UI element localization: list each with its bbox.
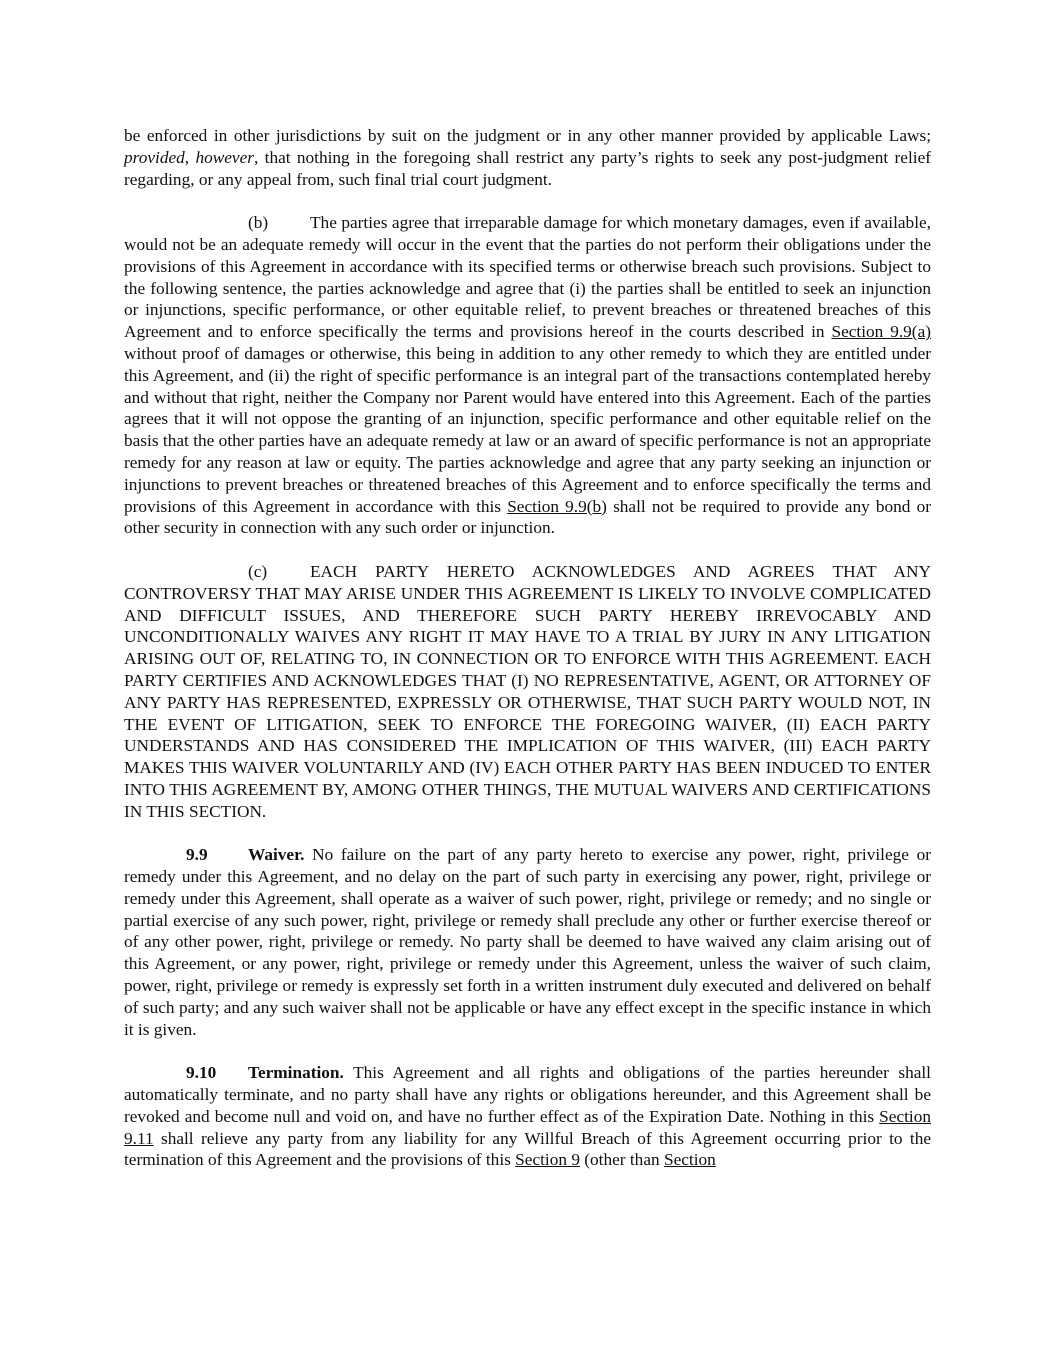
section-heading: Waiver.: [248, 845, 305, 865]
text-run: be enforced in other jurisdictions by suit on the judgment or in any other manner provided by applicable Laws;: [124, 126, 931, 145]
text-run: without proof of damages or otherwise, this being in addition to any other remedy to which they are entitled under this Agreement, and (ii) the right of specific performance is an integral part of the transactions contemplated hereby and without that right, neither the Company nor Parent would have entered into this Agreement. Each of the parties agrees that it will not oppose the granting of an injunction, specific performance and other equitable relief on the basis that the other parties have an adequate remedy at law or an award of specific performance is not an appropriate remedy for any reason at law or equity. The parties acknowledge and agree that any party seeking an injunction or injunctions to prevent breaches or threatened breaches of this Agreement and to enforce specifically the terms and provisions of this Agreement in accordance with this: [124, 343, 931, 516]
text-run: shall not be required to provide any bond or other security in connection with any such order or injunction.: [124, 496, 931, 538]
text-run: EACH PARTY HERETO ACKNOWLEDGES AND AGREES THAT ANY CONTROVERSY THAT MAY ARISE UNDER THIS AGREEMENT IS LIKELY TO INVOLVE COMPLICATED AND DIFFICULT ISSUES, AND THEREFORE SUCH PARTY HEREBY IRREVOCABLY AND UNCONDITIONALLY WAIVES ANY RIGHT IT MAY HAVE TO A TRIAL BY JURY IN ANY LITIGATION ARISING OUT OF, RELATING TO, IN CONNECTION OR TO ENFORCE WITH THIS AGREEMENT. EACH PARTY CERTIFIES AND ACKNOWLEDGES THAT (I) NO REPRESENTATIVE, AGENT, OR ATTORNEY OF ANY PARTY HAS REPRESENTED, EXPRESSLY OR OTHERWISE, THAT SUCH PARTY WOULD NOT, IN THE EVENT OF LITIGATION, SEEK TO ENFORCE THE FOREGOING WAIVER, (II) EACH PARTY UNDERSTANDS AND HAS CONSIDERED THE IMPLICATION OF THIS WAIVER, (III) EACH PARTY MAKES THIS WAIVER VOLUNTARILY AND (IV) EACH OTHER PARTY HAS BEEN INDUCED TO ENTER INTO THIS AGREEMENT BY, AMONG OTHER THINGS, THE MUTUAL WAIVERS AND CERTIFICATIONS IN THIS SECTION.: [124, 561, 931, 821]
section-ref-trailing: Section: [663, 1150, 716, 1170]
document-page: [124, 125, 931, 1193]
text-run: shall relieve any party from any liability for any Willful Breach of this Agreement occurring prior to the termination of this Agreement and the provisions of this: [124, 1128, 931, 1170]
paragraph-c-label: (c): [248, 561, 268, 581]
section-ref-9-11: Section 9.11: [124, 1106, 931, 1148]
italic-however: however: [195, 147, 254, 167]
section-heading: Termination.: [248, 1063, 344, 1083]
text-run: This Agreement and all rights and obligations of the parties hereunder shall automatically terminate, and no party shall have any rights or obligations hereunder, and this Agreement shall be revoked and become null and void on, and have no further effect as of the Expiration Date. Nothing in this: [124, 1063, 931, 1126]
section-9-10-termination: [124, 1062, 931, 1171]
section-number: 9.9: [186, 845, 208, 865]
section-ref-9-9-a: Section 9.9(a): [831, 322, 931, 342]
section-number: 9.10: [186, 1063, 217, 1083]
section-9-9-waiver: [124, 844, 931, 1040]
section-ref-9: Section 9: [515, 1150, 580, 1170]
text-run: ,: [184, 147, 196, 167]
italic-provided: provided: [124, 147, 185, 167]
text-run: No failure on the part of any party hereto to exercise any power, right, privilege or remedy under this Agreement, and no delay on the part of such party in exercising any power, right, privilege or remedy under this Agreement, shall operate as a waiver of such power, right, privilege or remedy; and no single or partial exercise of any such power, right, privilege or remedy shall preclude any other or further exercise thereof or of any other power, right, privilege or remedy. No party shall be deemed to have waived any claim arising out of this Agreement, or any power, right, privilege or remedy under this Agreement, unless the waiver of such claim, power, right, privilege or remedy is expressly set forth in a written instrument duly executed and delivered on behalf of such party; and any such waiver shall not be applicable or have any effect except in the specific instance in which it is given.: [124, 845, 931, 1039]
paragraph-b: [124, 212, 931, 539]
section-ref-9-9-b: Section 9.9(b): [507, 496, 607, 516]
text-run: The parties agree that irreparable damage for which monetary damages, even if available, would not be an adequate remedy will occur in the event that the parties do not perform their obligations under the provisions of this Agreement in accordance with its specified terms or otherwise breach such provisions. Subject to the following sentence, the parties acknowledge and agree that (i) the parties shall be entitled to seek an injunction or injunctions, specific performance, or other equitable relief, to prevent breaches or threatened breaches of this Agreement and to enforce specifically the terms and provisions hereof in the courts described in: [124, 213, 931, 342]
text-run: (other than: [579, 1150, 664, 1170]
paragraph-c: [124, 561, 931, 823]
text-run: , that nothing in the foregoing shall restrict any party’s rights to seek any post-judgment relief regarding, or any appeal from, such final trial court judgment.: [124, 147, 931, 189]
paragraph-a-continuation: [124, 125, 931, 190]
paragraph-b-label: (b): [248, 213, 269, 233]
